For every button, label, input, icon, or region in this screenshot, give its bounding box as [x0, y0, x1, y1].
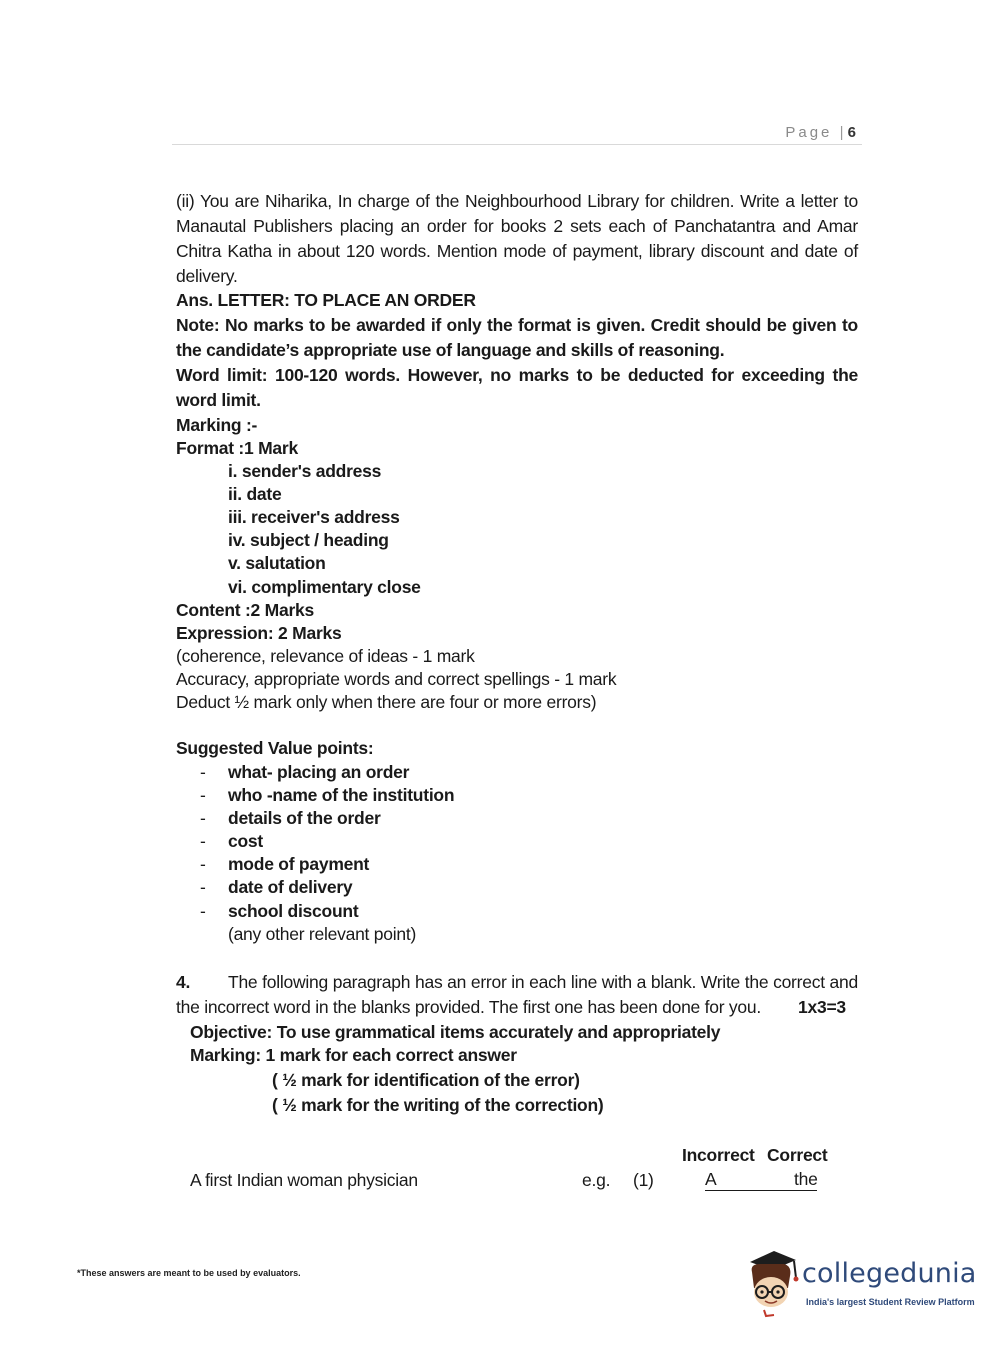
brand-tagline: India's largest Student Review Platform — [806, 1297, 975, 1307]
q4-marking: Marking: 1 mark for each correct answer — [190, 1045, 517, 1065]
footer-note: *These answers are meant to be used by evaluators. — [77, 1268, 301, 1278]
col-correct: Correct — [767, 1145, 828, 1165]
marking-label: Marking :- — [176, 415, 258, 435]
value-point: details of the order — [228, 808, 381, 828]
row-text: A first Indian woman physician — [190, 1170, 418, 1190]
q4-number: 4. — [176, 972, 191, 992]
suggested-heading: Suggested Value points: — [176, 738, 374, 758]
question-text: (ii) You are Niharika, In charge of the Neighbourhood Library for children. Write a letter to Manautal Publishers placing an order for books 2 sets each of Panchatantra and Amar Chitra Katha in about 120 words. Mention mode of payment, library discount and date of delivery. — [176, 191, 858, 286]
value-note: (any other relevant point) — [228, 924, 417, 944]
bullet-dash: - — [200, 831, 206, 851]
value-point: school discount — [228, 901, 359, 921]
row-number: (1) — [633, 1170, 654, 1190]
format-item: v. salutation — [228, 553, 326, 573]
q4-marks: 1x3=3 — [798, 997, 846, 1017]
format-item: iv. subject / heading — [228, 530, 389, 550]
q4-objective: Objective: To use grammatical items accurately and appropriately — [190, 1022, 721, 1042]
value-point: mode of payment — [228, 854, 370, 874]
row-eg: e.g. — [582, 1170, 611, 1190]
content-label: Content :2 Marks — [176, 600, 314, 620]
bullet-dash: - — [200, 762, 206, 782]
row-correct: the — [794, 1169, 818, 1189]
format-item: iii. receiver's address — [228, 507, 400, 527]
row-incorrect: A — [705, 1169, 717, 1189]
value-point: who -name of the institution — [228, 785, 455, 805]
bullet-dash: - — [200, 808, 206, 828]
expression-label: Expression: 2 Marks — [176, 623, 342, 643]
mascot-logo — [744, 1248, 802, 1318]
page-header: Page | 6 — [785, 124, 856, 141]
bullet-dash: - — [200, 877, 206, 897]
answer-blank — [705, 1168, 817, 1191]
expression-note: (coherence, relevance of ideas - 1 mark — [176, 646, 475, 666]
page-label: Page — [785, 124, 833, 141]
format-item: i. sender's address — [228, 461, 382, 481]
q4-sub: ( ½ mark for identification of the error) — [272, 1070, 580, 1090]
q4-sub: ( ½ mark for the writing of the correction) — [272, 1095, 604, 1115]
page-number: 6 — [847, 124, 856, 141]
header-rule — [172, 144, 862, 145]
answer-note: Note: No marks to be awarded if only the format is given. Credit should be given to the candidate’s appropriate use of language and skills of reasoning. — [176, 315, 858, 360]
bullet-dash: - — [200, 854, 206, 874]
word-limit: Word limit: 100-120 words. However, no marks to be deducted for exceeding the word limit. — [176, 365, 858, 410]
brand-name: collegedunia — [802, 1258, 977, 1289]
q4-text-line2: the incorrect word in the blanks provided. The first one has been done for you. — [176, 997, 762, 1017]
bullet-dash: - — [200, 785, 206, 805]
value-point: cost — [228, 831, 263, 851]
expression-note: Accuracy, appropriate words and correct spellings - 1 mark — [176, 669, 617, 689]
q4-text-line1: The following paragraph has an error in each line with a blank. Write the correct and — [228, 972, 858, 992]
bullet-dash: - — [200, 901, 206, 921]
format-item: vi. complimentary close — [228, 577, 421, 597]
col-incorrect: Incorrect — [682, 1145, 755, 1165]
expression-note: Deduct ½ mark only when there are four or more errors) — [176, 692, 597, 712]
format-label: Format :1 Mark — [176, 438, 298, 458]
format-item: ii. date — [228, 484, 282, 504]
value-point: what- placing an order — [228, 762, 410, 782]
answer-title: Ans. LETTER: TO PLACE AN ORDER — [176, 290, 476, 310]
value-point: date of delivery — [228, 877, 353, 897]
